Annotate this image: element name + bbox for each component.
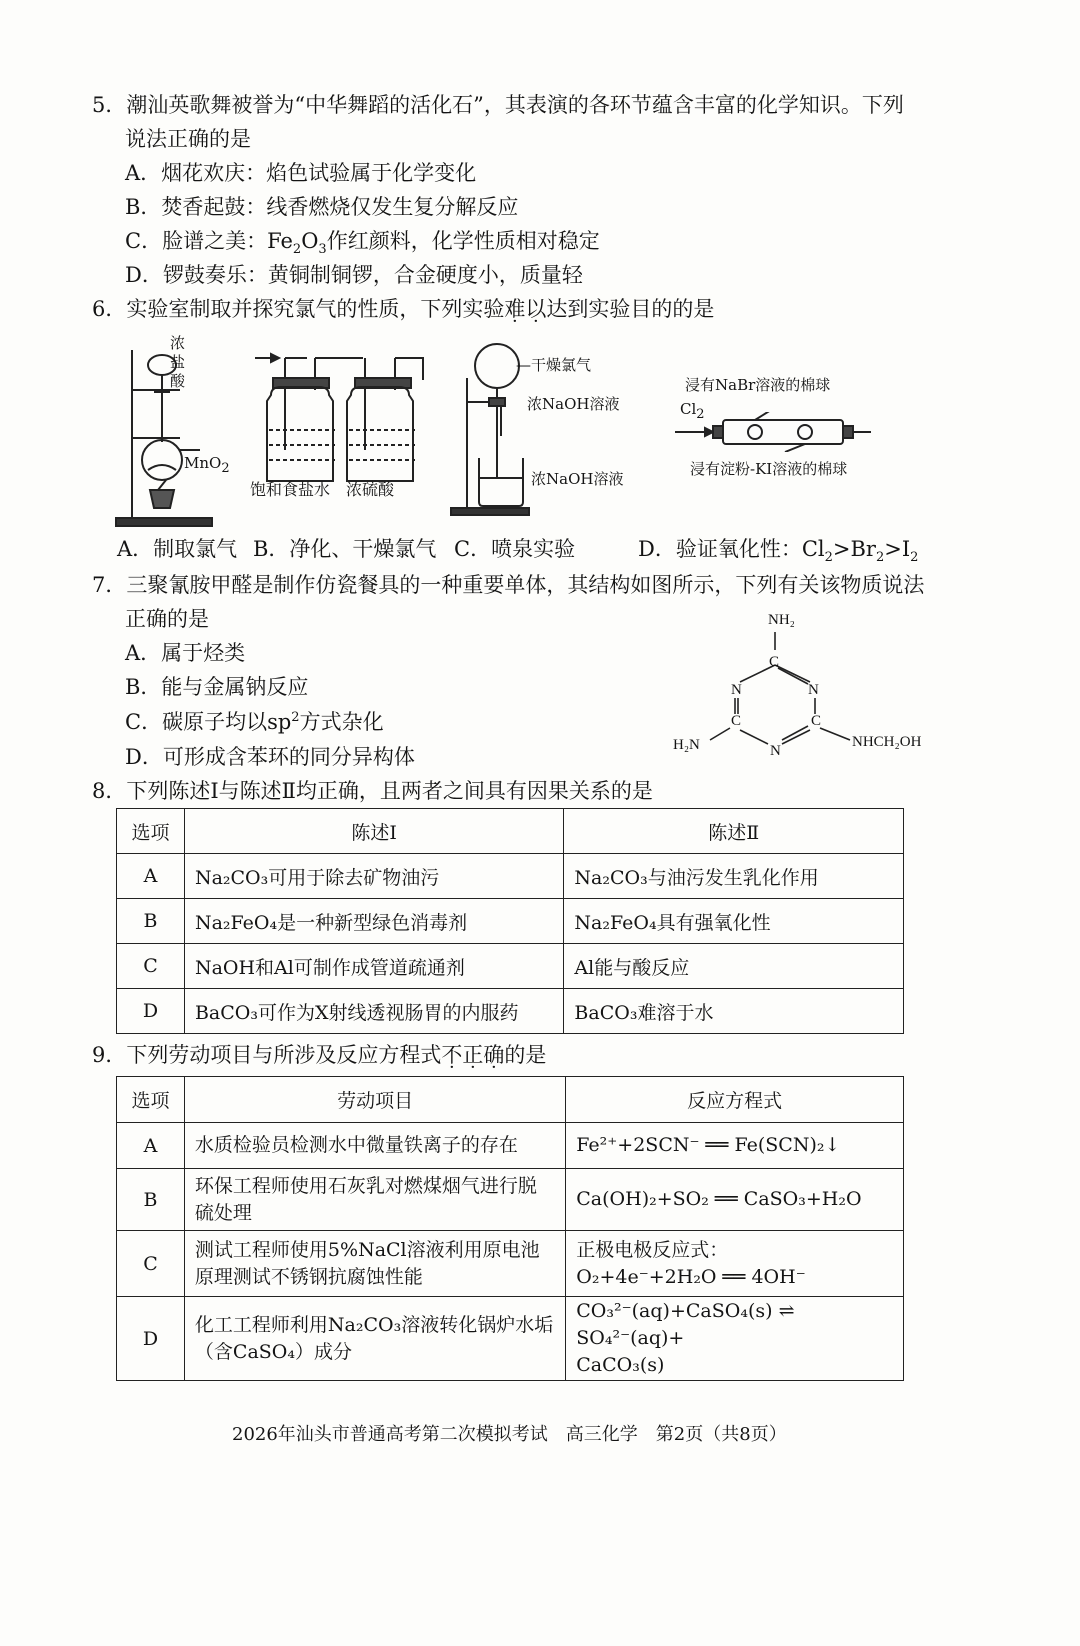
- q5-option-c-pre: C．脸谱之美：Fe: [125, 229, 293, 253]
- row-equation: [566, 1169, 904, 1231]
- row-option: C: [117, 944, 185, 989]
- row-task: 化工工程师利用Na₂CO₃溶液转化锅炉水垢（含CaSO₄）成分: [184, 1297, 565, 1381]
- struct-atom-c-right: C: [811, 713, 822, 729]
- row-equation-line1: 正极电极反应式：: [576, 1238, 729, 1261]
- row-option: D: [117, 989, 185, 1034]
- q5-option-a: A．烟花欢庆：焰色试验属于化学变化: [125, 161, 477, 185]
- table-row: [117, 1297, 904, 1381]
- row-statement2: BaCO₃难溶于水: [564, 989, 904, 1034]
- row-equation-line1: Fe²⁺+2SCN⁻ ══ Fe(SCN)₂↓: [576, 1134, 841, 1156]
- row-equation: [566, 1231, 904, 1297]
- q6-option-d-mid: >Br: [832, 537, 876, 561]
- row-statement1: NaOH和Al可制作成管道疏通剂: [184, 944, 563, 989]
- q6-stem: [92, 294, 714, 324]
- apparatus-b-gas-wash-bottles: [255, 350, 430, 490]
- q5-stem-line1: 5．潮汕英歌舞被誉为“中华舞蹈的活化石”，其表演的各环节蕴含丰富的化学知识。下列: [92, 93, 904, 117]
- table-row: [117, 854, 904, 899]
- label-saturated-nacl: 饱和食盐水: [250, 480, 331, 499]
- table-row: [117, 1231, 904, 1297]
- q5-option-c-post: 作红颜料，化学性质相对稳定: [326, 229, 600, 253]
- label-conc-hcl: 浓盐酸: [170, 334, 186, 390]
- q7-stem-line1: 7．三聚氰胺甲醛是制作仿瓷餐具的一种重要单体，其结构如图所示，下列有关该物质说法: [92, 573, 925, 597]
- row-task: 测试工程师使用5%NaCl溶液利用原电池原理测试不锈钢抗腐蚀性能: [184, 1231, 565, 1297]
- q9-header-equation: 反应方程式: [566, 1077, 904, 1123]
- row-statement2: Na₂CO₃与油污发生乳化作用: [564, 854, 904, 899]
- struct-atom-c-top: C: [769, 654, 780, 670]
- struct-h2n-left: H₂N: [673, 737, 700, 753]
- struct-atom-n-right: N: [808, 682, 819, 698]
- struct-atom-n-bottom: N: [770, 743, 781, 759]
- q9-header-task: 劳动项目: [184, 1077, 565, 1123]
- row-equation-line1: Ca(OH)₂+SO₂ ══ CaSO₃+H₂O: [576, 1188, 862, 1210]
- struct-atom-n-left: N: [731, 682, 742, 698]
- label-cl2-inlet: $Cl_2$: [680, 400, 705, 422]
- table-row: [117, 1123, 904, 1169]
- q6-stem-emph2: 以: [525, 297, 547, 321]
- q7-option-a: A．属于烃类: [125, 641, 246, 665]
- table-row: [117, 989, 904, 1034]
- q8-header-option: 选项: [117, 809, 185, 854]
- struct-nhch2oh: NHCH₂OH: [852, 734, 922, 750]
- q8-table: [116, 808, 904, 1034]
- label-mno2-text: MnO: [184, 454, 222, 472]
- row-task: 水质检验员检测水中微量铁离子的存在: [184, 1123, 565, 1169]
- q8-header-statement2: 陈述Ⅱ: [564, 809, 904, 854]
- label-conc-h2so4: 浓硫酸: [346, 480, 395, 499]
- q7-stem-line2: 正确的是: [125, 607, 209, 631]
- row-statement1: BaCO₃可作为X射线透视肠胃的内服药: [184, 989, 563, 1034]
- q6-option-d-pre: D．验证氧化性：Cl: [638, 537, 825, 561]
- q7-option-b: B．能与金属钠反应: [125, 675, 309, 699]
- q7-option-c-pre: C．碳原子均以sp: [125, 710, 292, 734]
- label-dry-cl2-text: 干燥氯气: [531, 356, 592, 374]
- q8-stem: 8．下列陈述Ⅰ与陈述Ⅱ均正确，且两者之间具有因果关系的是: [92, 779, 653, 803]
- q8-table-header: [117, 809, 904, 854]
- row-equation: [566, 1123, 904, 1169]
- q6-option-d-end: >I: [884, 537, 911, 561]
- q6-stem-emph1: 难: [504, 297, 526, 321]
- q9-stem-emph3: 确: [483, 1043, 505, 1067]
- q9-table-header: [117, 1077, 904, 1123]
- row-statement2: Al能与酸反应: [564, 944, 904, 989]
- q7-option-d: D．可形成含苯环的同分异构体: [125, 745, 415, 769]
- q5-option-c: C．脸谱之美：$Fe_2O_3$作红颜料，化学性质相对稳定: [125, 229, 600, 258]
- q9-stem-pre: 9．下列劳动项目与所涉及反应方程式: [92, 1043, 442, 1067]
- row-option: D: [117, 1297, 185, 1381]
- row-option: A: [117, 1123, 185, 1169]
- label-cl2-text: Cl: [680, 400, 697, 418]
- q6-option-c: C．喷泉实验: [454, 537, 576, 561]
- label-dry-cl2: —干燥氯气: [516, 356, 592, 374]
- q7-option-c-post: 方式杂化: [299, 710, 384, 734]
- q5-option-b: B．焚香起鼓：线香燃烧仅发生复分解反应: [125, 195, 519, 219]
- q9-stem-emph1: 不: [441, 1043, 463, 1067]
- q9-header-option: 选项: [117, 1077, 185, 1123]
- row-equation-line1: CO₃²⁻(aq)+CaSO₄(s) ⇌ SO₄²⁻(aq)+: [576, 1300, 795, 1349]
- struct-atom-c-left: C: [731, 713, 742, 729]
- q5-option-d: D．锣鼓奏乐：黄铜制铜锣，合金硬度小，质量轻: [125, 263, 583, 287]
- q9-table: [116, 1076, 904, 1381]
- row-equation-line2: O₂+4e⁻+2H₂O ══ 4OH⁻: [576, 1265, 806, 1288]
- q6-option-a: A．制取氯气: [117, 537, 238, 561]
- row-statement1: Na₂CO₃可用于除去矿物油污: [184, 854, 563, 899]
- table-row: [117, 1169, 904, 1231]
- q6-stem-post: 达到实验目的的是: [546, 297, 715, 321]
- row-option: A: [117, 854, 185, 899]
- row-equation-line2: CaCO₃(s): [576, 1354, 665, 1376]
- q9-stem: [92, 1040, 546, 1070]
- q9-stem-post: 的是: [504, 1043, 547, 1067]
- q8-header-statement1: 陈述Ⅰ: [184, 809, 563, 854]
- q6-option-b: B．净化、干燥氯气: [253, 537, 437, 561]
- page-footer: 2026年汕头市普通高考第二次模拟考试 高三化学 第2页（共8页）: [232, 1424, 787, 1445]
- q7-option-c: C．碳原子均以$sp^2$方式杂化: [125, 710, 384, 734]
- row-option: B: [117, 899, 185, 944]
- label-ki-ball: 浸有淀粉-KI溶液的棉球: [690, 460, 848, 478]
- row-task: 环保工程师使用石灰乳对燃煤烟气进行脱硫处理: [184, 1169, 565, 1231]
- q9-stem-emph2: 正: [462, 1043, 484, 1067]
- label-naoh-bottom: 浓NaOH溶液: [531, 470, 624, 488]
- q6-stem-pre: 6．实验室制取并探究氯气的性质，下列实验: [92, 297, 505, 321]
- label-mno2: MnO$_2$: [184, 454, 230, 476]
- row-option: C: [117, 1231, 185, 1297]
- label-naoh-top: 浓NaOH溶液: [527, 395, 620, 413]
- struct-nh2-top: NH₂: [768, 612, 795, 628]
- apparatus-d-glass-tube: [675, 412, 875, 452]
- table-row: [117, 899, 904, 944]
- row-statement1: Na₂FeO₄是一种新型绿色消毒剂: [184, 899, 563, 944]
- row-equation: [566, 1297, 904, 1381]
- q6-option-d: D．验证氧化性：$Cl_2>Br_2>I_2$: [638, 537, 919, 566]
- q5-stem-line2: 说法正确的是: [125, 127, 251, 151]
- row-option: B: [117, 1169, 185, 1231]
- table-row: [117, 944, 904, 989]
- row-statement2: Na₂FeO₄具有强氧化性: [564, 899, 904, 944]
- label-nabr-ball: 浸有NaBr溶液的棉球: [685, 376, 831, 394]
